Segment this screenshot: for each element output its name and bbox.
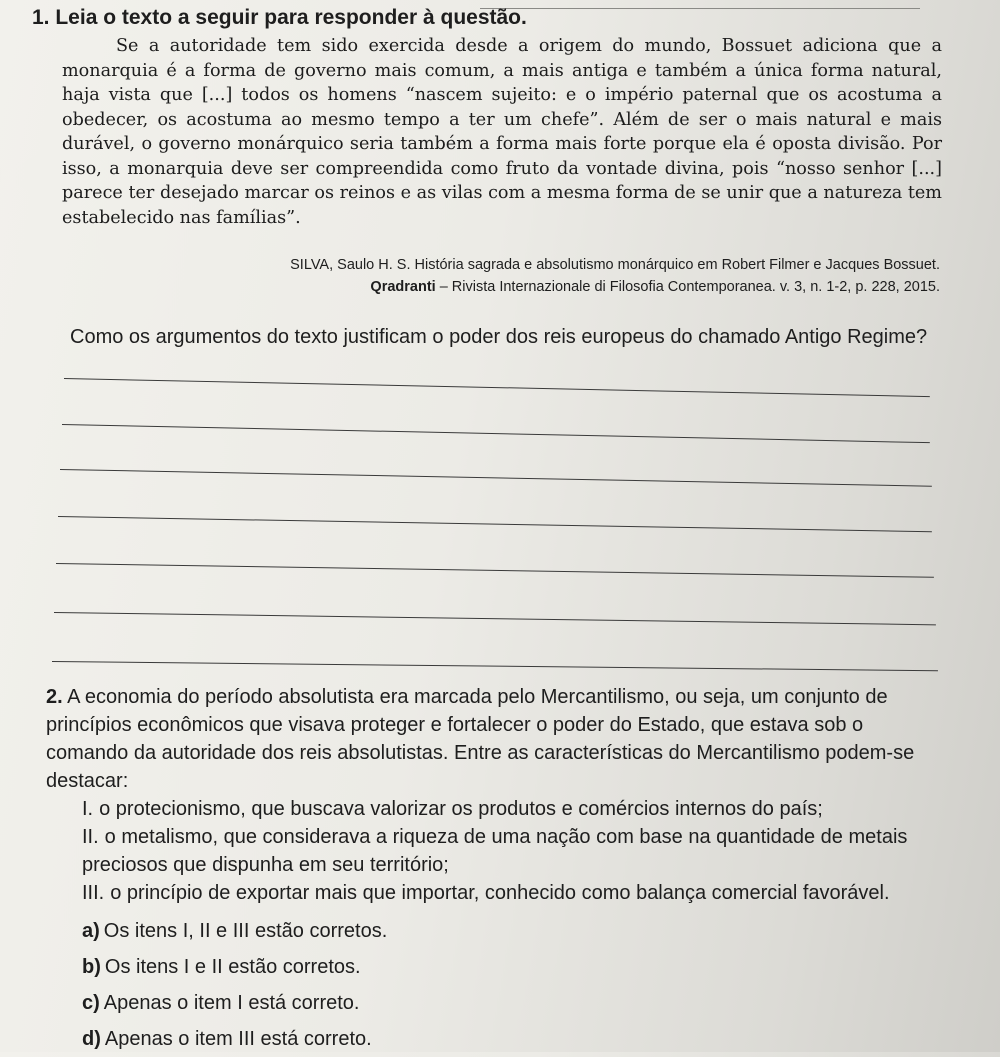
item-numeral: II. bbox=[82, 826, 99, 848]
citation-journal: Qradranti bbox=[370, 279, 436, 295]
question-1-prompt: Como os argumentos do texto justificam o poder dos reis europeus do chamado Antigo Regime? bbox=[70, 326, 928, 348]
answer-line[interactable] bbox=[52, 661, 938, 671]
answer-line[interactable] bbox=[60, 469, 932, 487]
option-b[interactable] bbox=[82, 949, 946, 985]
item-text: o metalismo, que considerava a riqueza de uma nação com base na quantidade de metais preciosos que dispunha em seu território; bbox=[82, 826, 908, 876]
question-1-number: 1. bbox=[32, 6, 50, 29]
list-item bbox=[82, 823, 946, 879]
citation-journal-details: – Rivista Internazionale di Filosofia Contemporanea. v. 3, n. 1-2, p. 228, 2015. bbox=[435, 279, 940, 295]
option-text: Os itens I, II e III estão corretos. bbox=[103, 920, 388, 942]
item-text: o princípio de exportar mais que importar, conhecido como balança comercial favorável. bbox=[110, 882, 890, 904]
question-2-number: 2. bbox=[46, 686, 63, 708]
answer-line[interactable] bbox=[62, 424, 930, 443]
item-text: o protecionismo, que buscava valorizar os produtos e comércios internos do país; bbox=[99, 798, 823, 820]
answer-line[interactable] bbox=[54, 612, 936, 625]
item-numeral: III. bbox=[82, 882, 105, 904]
option-a[interactable] bbox=[82, 913, 946, 949]
question-2-items bbox=[46, 795, 946, 907]
question-2-text: A economia do período absolutista era marcada pelo Mercantilismo, ou seja, um conjunto de princípios econômicos que visava proteger e fortalecer o poder do Estado, que estava sob o comando da autoridade dos reis absolutistas. Entre as características do Mercantilismo podem-se destacar: bbox=[46, 686, 915, 792]
list-item bbox=[82, 795, 946, 823]
option-text: Apenas o item III está correto. bbox=[104, 1028, 372, 1050]
list-item bbox=[82, 879, 946, 907]
answer-options bbox=[46, 913, 946, 1057]
citation-line-1: SILVA, Saulo H. S. História sagrada e absolutismo monárquico em Robert Filmer e Jacques Bossuet. bbox=[290, 257, 940, 273]
option-letter: b) bbox=[82, 956, 101, 978]
option-text: Apenas o item I está correto. bbox=[103, 992, 360, 1014]
answer-line[interactable] bbox=[58, 516, 932, 532]
citation bbox=[200, 254, 940, 298]
passage-text: Se a autoridade tem sido exercida desde a origem do mundo, Bossuet adiciona que a monarquia é a forma de governo mais comum, a mais antiga e também a única forma natural, haja vista que [...] todos os homens “nascem sujeito: e o império paternal que os acostuma a obedecer, os acostuma ao mesmo tempo a ter um chefe”. Além de ser o mais natural e mais durável, o governo monárquico seria também a forma mais forte porque ela é oposta divisão. Por isso, a monarquia deve ser compreendida como fruto da vontade divina, pois “nosso senhor [...] parece ter desejado marcar os reinos e as vilas com a mesma forma de se unir que a natureza tem estabelecido nas famílias”. bbox=[62, 36, 942, 228]
option-letter: a) bbox=[82, 920, 100, 942]
option-c[interactable] bbox=[82, 985, 946, 1021]
question-1-instruction: Leia o texto a seguir para responder à questão. bbox=[55, 6, 527, 29]
item-numeral: I. bbox=[82, 798, 94, 820]
question-2-statement bbox=[46, 683, 946, 795]
top-divider bbox=[480, 8, 920, 9]
option-text: Os itens I e II estão corretos. bbox=[104, 956, 361, 978]
option-letter: c) bbox=[82, 992, 100, 1014]
question-1-heading bbox=[32, 6, 527, 30]
answer-line[interactable] bbox=[64, 378, 930, 397]
citation-line-2 bbox=[200, 276, 940, 298]
option-letter: d) bbox=[82, 1028, 101, 1050]
question-2 bbox=[46, 683, 946, 1057]
answer-line[interactable] bbox=[56, 563, 934, 578]
